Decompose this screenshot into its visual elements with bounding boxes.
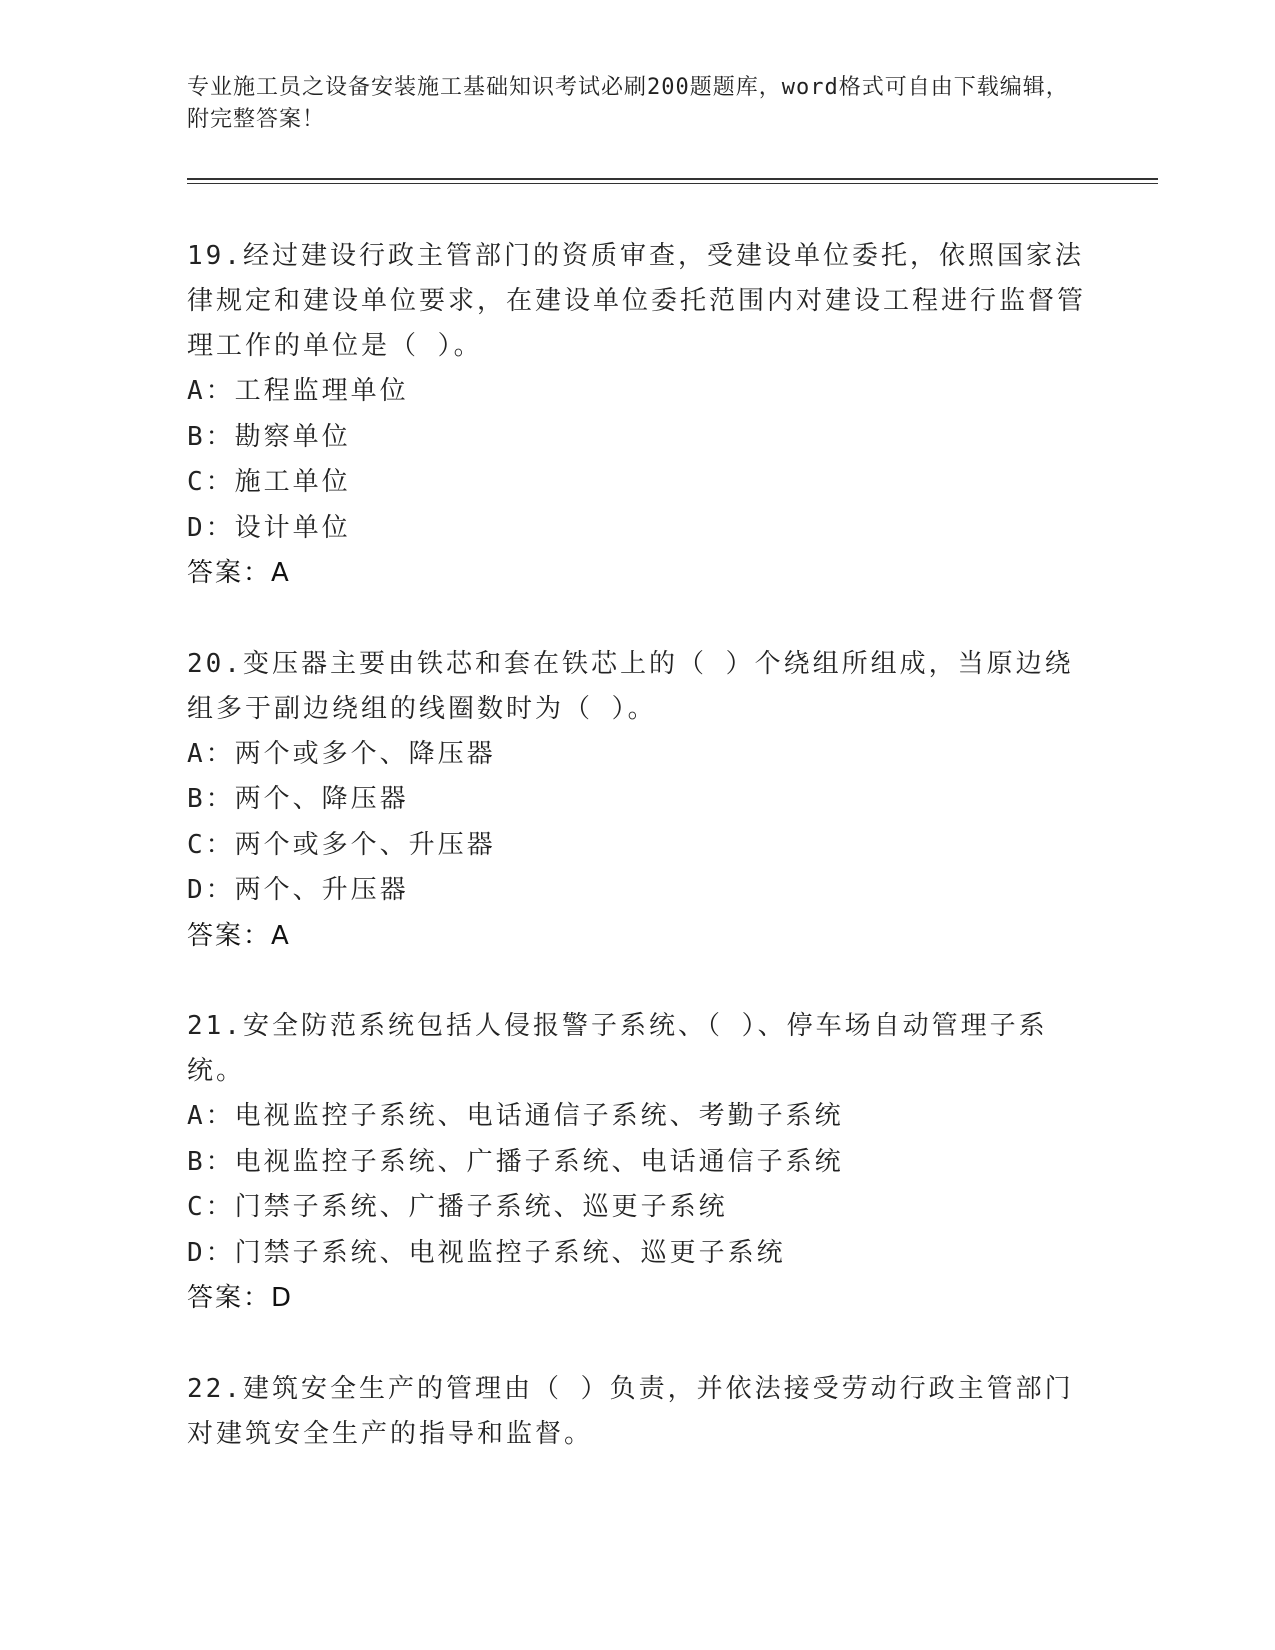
answer: 答案：A bbox=[187, 920, 291, 951]
option-a: A：两个或多个、降压器 bbox=[187, 738, 496, 769]
option-d: D：设计单位 bbox=[187, 512, 351, 543]
question-text: 20.变压器主要由铁芯和套在铁芯上的（ ）个绕组所组成，当原边绕组多于副边绕组的线圈数时为（ ）。 bbox=[187, 648, 1074, 724]
option-c: C：施工单位 bbox=[187, 467, 351, 497]
option-b: B：两个、降压器 bbox=[187, 784, 409, 814]
option-b: B：电视监控子系统、广播子系统、电话通信子系统 bbox=[187, 1146, 844, 1177]
option-a: A：工程监理单位 bbox=[187, 376, 409, 406]
question-21 bbox=[187, 1004, 1087, 1322]
header-divider-thick bbox=[187, 178, 1158, 180]
document-header: 专业施工员之设备安装施工基础知识考试必刷200题题库，word格式可自由下载编辑，附完整答案！ bbox=[187, 75, 1069, 132]
question-19 bbox=[187, 234, 1087, 597]
option-d: D：两个、升压器 bbox=[187, 875, 409, 905]
answer: 答案：D bbox=[187, 1283, 294, 1313]
option-c: C：门禁子系统、广播子系统、巡更子系统 bbox=[187, 1192, 728, 1222]
option-c: C：两个或多个、升压器 bbox=[187, 829, 496, 860]
option-d: D：门禁子系统、电视监控子系统、巡更子系统 bbox=[187, 1237, 786, 1268]
question-text: 21.安全防范系统包括人侵报警子系统、（ ）、停车场自动管理子系统。 bbox=[187, 1011, 1048, 1086]
option-a: A：电视监控子系统、电话通信子系统、考勤子系统 bbox=[187, 1101, 844, 1131]
question-22 bbox=[187, 1367, 1087, 1457]
question-20 bbox=[187, 642, 1087, 960]
option-b: B：勘察单位 bbox=[187, 421, 351, 452]
header-divider-thin bbox=[187, 183, 1158, 184]
question-list bbox=[187, 234, 1087, 1457]
answer: 答案：A bbox=[187, 558, 291, 588]
question-text: 19.经过建设行政主管部门的资质审查，受建设单位委托，依照国家法律规定和建设单位要求，在建设单位委托范围内对建设工程进行监督管理工作的单位是（ ）。 bbox=[187, 241, 1087, 361]
question-text: 22.建筑安全生产的管理由（ ）负责，并依法接受劳动行政主管部门对建筑安全生产的指导和监督。 bbox=[187, 1373, 1074, 1449]
